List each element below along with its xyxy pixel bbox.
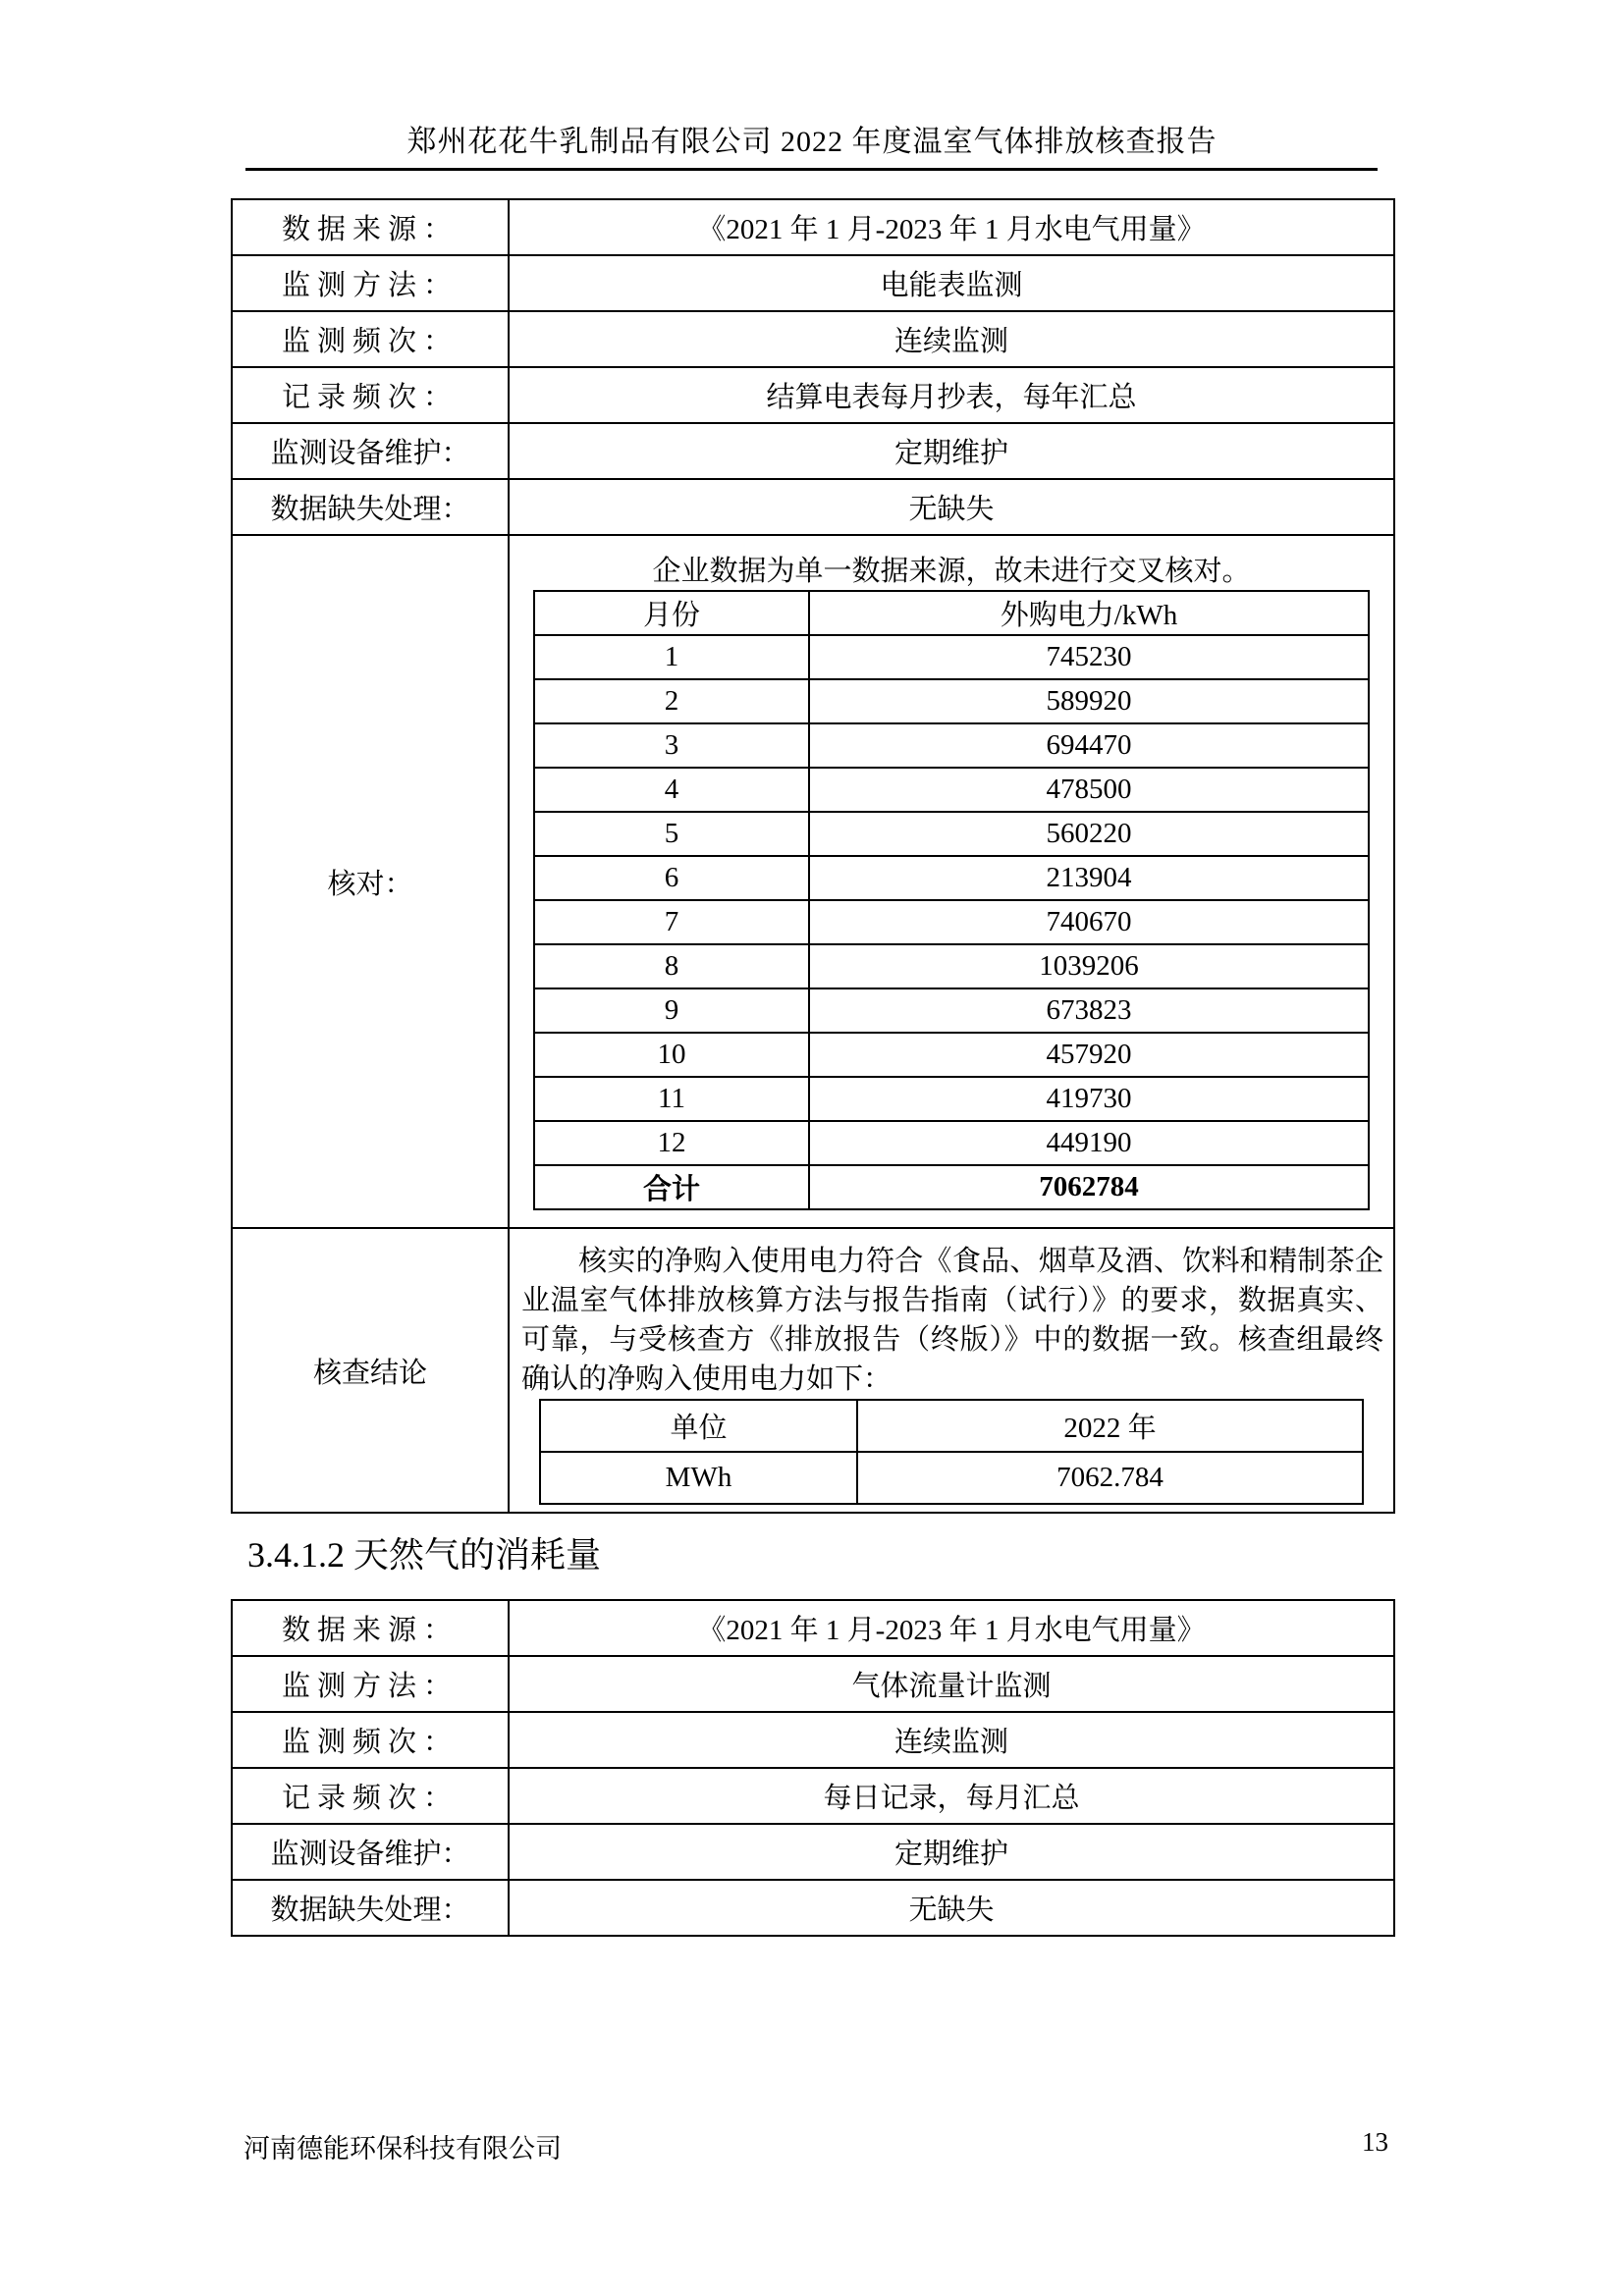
monthly-row — [534, 900, 1369, 944]
month-cell: 8 — [534, 944, 809, 988]
row-label — [232, 1880, 509, 1936]
row-value: 连续监测 — [509, 311, 1394, 367]
check-row-label: 核对： — [232, 535, 509, 1228]
month-cell: 11 — [534, 1077, 809, 1121]
summary-col-year-header: 2022 年 — [857, 1400, 1363, 1452]
value-cell: 449190 — [809, 1121, 1369, 1165]
row-label-text: 数据缺失处理： — [270, 494, 470, 525]
monthly-row — [534, 723, 1369, 768]
table-row — [232, 1768, 1394, 1824]
value-cell: 740670 — [809, 900, 1369, 944]
table-row — [232, 199, 1394, 255]
footer-page-number: 13 — [1362, 2127, 1388, 2157]
check-note: 企业数据为单一数据来源，故未进行交叉核对。 — [652, 555, 1251, 587]
month-cell: 12 — [534, 1121, 809, 1165]
report-header-title: 郑州花花牛乳制品有限公司 2022 年度温室气体排放核查报告 — [406, 126, 1218, 158]
row-label-text: 监测方法： — [281, 270, 459, 301]
gas-monitoring-table — [231, 1599, 1395, 1937]
month-cell: 2 — [534, 679, 809, 723]
table-row — [232, 423, 1394, 479]
row-label — [232, 199, 509, 255]
row-label-text: 数据来源： — [281, 214, 459, 245]
monthly-row — [534, 679, 1369, 723]
row-label-text: 数据来源： — [281, 1615, 459, 1646]
table-row — [232, 311, 1394, 367]
row-label-text: 监测频次： — [281, 326, 459, 357]
month-cell: 4 — [534, 768, 809, 812]
row-label — [232, 255, 509, 311]
check-row-content — [509, 535, 1394, 1228]
row-label-text: 记录频次： — [281, 1783, 459, 1814]
value-cell: 560220 — [809, 812, 1369, 856]
table-row — [232, 1656, 1394, 1712]
month-cell: 9 — [534, 988, 809, 1033]
row-value: 电能表监测 — [509, 255, 1394, 311]
table-row — [232, 367, 1394, 423]
row-label — [232, 1768, 509, 1824]
footer-company-name: 河南德能环保科技有限公司 — [244, 2134, 562, 2163]
table-row — [232, 1600, 1394, 1656]
summary-unit-cell: MWh — [540, 1452, 857, 1504]
monthly-col-value-header: 外购电力/kWh — [809, 591, 1369, 635]
monthly-header-row — [534, 591, 1369, 635]
electricity-monitoring-table — [231, 198, 1395, 1514]
month-cell: 6 — [534, 856, 809, 900]
conclusion-row — [232, 1228, 1394, 1513]
check-row — [232, 535, 1394, 1228]
monthly-electricity-table — [533, 590, 1370, 1210]
row-label — [232, 423, 509, 479]
row-label-text: 监测设备维护： — [270, 438, 470, 469]
row-value: 《2021 年 1 月-2023 年 1 月水电气用量》 — [509, 199, 1394, 255]
summary-value-cell: 7062.784 — [857, 1452, 1363, 1504]
value-cell: 213904 — [809, 856, 1369, 900]
conclusion-row-label: 核查结论 — [232, 1228, 509, 1513]
value-cell: 589920 — [809, 679, 1369, 723]
table-row — [232, 1824, 1394, 1880]
value-cell: 745230 — [809, 635, 1369, 679]
monthly-total-row — [534, 1165, 1369, 1209]
value-cell: 457920 — [809, 1033, 1369, 1077]
conclusion-paragraph: 核实的净购入使用电力符合《食品、烟草及酒、饮料和精制茶企业温室气体排放核算方法与报告指南（试行）》的要求，数据真实、可靠，与受核查方《排放报告（终版）》中的数据一致。核查组最终确认的净购入使用电力如下： — [521, 1246, 1383, 1395]
conclusion-row-content — [509, 1228, 1394, 1513]
row-label-text: 记录频次： — [281, 382, 459, 413]
month-cell: 10 — [534, 1033, 809, 1077]
value-cell: 478500 — [809, 768, 1369, 812]
row-label — [232, 1824, 509, 1880]
section-heading: 3.4.1.2 天然气的消耗量 — [247, 1535, 602, 1575]
row-value: 定期维护 — [509, 423, 1394, 479]
row-value: 无缺失 — [509, 1880, 1394, 1936]
summary-col-unit-header: 单位 — [540, 1400, 857, 1452]
month-cell: 7 — [534, 900, 809, 944]
monthly-row — [534, 768, 1369, 812]
row-value: 《2021 年 1 月-2023 年 1 月水电气用量》 — [509, 1600, 1394, 1656]
row-label-text: 监测频次： — [281, 1727, 459, 1758]
row-value: 定期维护 — [509, 1824, 1394, 1880]
value-cell: 673823 — [809, 988, 1369, 1033]
header-rule — [245, 168, 1378, 171]
value-cell: 694470 — [809, 723, 1369, 768]
row-label-text: 监测方法： — [281, 1671, 459, 1702]
row-label — [232, 311, 509, 367]
table-row — [232, 479, 1394, 535]
monthly-row — [534, 635, 1369, 679]
row-value: 连续监测 — [509, 1712, 1394, 1768]
row-value: 结算电表每月抄表，每年汇总 — [509, 367, 1394, 423]
table-row — [232, 255, 1394, 311]
row-value: 气体流量计监测 — [509, 1656, 1394, 1712]
value-cell: 419730 — [809, 1077, 1369, 1121]
value-cell: 1039206 — [809, 944, 1369, 988]
confirmed-electricity-table — [539, 1399, 1364, 1505]
month-cell: 3 — [534, 723, 809, 768]
row-label-text: 数据缺失处理： — [270, 1895, 470, 1926]
summary-value-row — [540, 1452, 1363, 1504]
row-label — [232, 1656, 509, 1712]
monthly-row — [534, 988, 1369, 1033]
month-cell: 5 — [534, 812, 809, 856]
monthly-row — [534, 1077, 1369, 1121]
monthly-row — [534, 944, 1369, 988]
table-row — [232, 1880, 1394, 1936]
table-row — [232, 1712, 1394, 1768]
row-value: 无缺失 — [509, 479, 1394, 535]
row-label — [232, 367, 509, 423]
row-label-text: 监测设备维护： — [270, 1839, 470, 1870]
summary-header-row — [540, 1400, 1363, 1452]
monthly-row — [534, 1033, 1369, 1077]
total-label: 合计 — [534, 1165, 809, 1209]
row-label — [232, 1712, 509, 1768]
month-cell: 1 — [534, 635, 809, 679]
total-value: 7062784 — [809, 1165, 1369, 1209]
monthly-row — [534, 1121, 1369, 1165]
monthly-row — [534, 856, 1369, 900]
row-value: 每日记录，每月汇总 — [509, 1768, 1394, 1824]
row-label — [232, 1600, 509, 1656]
row-label — [232, 479, 509, 535]
monthly-row — [534, 812, 1369, 856]
monthly-col-month-header: 月份 — [534, 591, 809, 635]
